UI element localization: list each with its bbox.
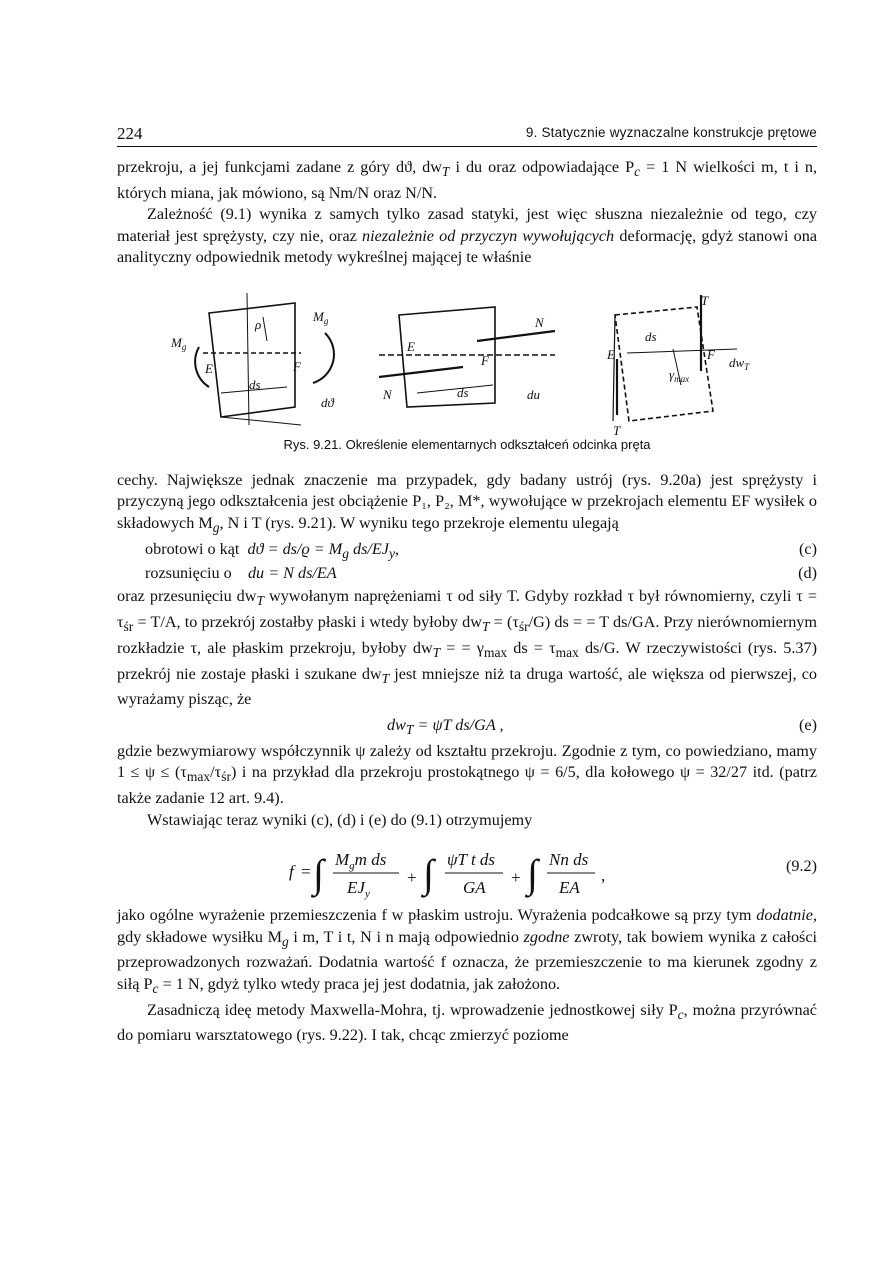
axial-force-arrow-right <box>477 331 555 341</box>
label-dtheta: dϑ <box>321 394 334 410</box>
label-f-2: F <box>481 352 489 368</box>
label-n-right: N <box>535 314 544 330</box>
label-t-bottom: T <box>613 422 621 435</box>
svg-text:EJy: $EJ_y$ <box>347 878 370 901</box>
equation-9-2-formula <box>117 835 677 905</box>
moment-arrow-right <box>313 333 334 383</box>
label-f-3: F <box>707 346 715 362</box>
paragraph-5: gdzie bezwymiarowy współczynnik ψ zależy od kształtu przekroju. Zgodnie z tym, co powiedziano, mamy $1 \le \psi \le (\tau_{max}/\tau_{śr})$ i na przykład dla przekroju prostokątnego ψ = 6/5, dla kołowego ψ = 32/27 itd. (patrz także zadanie 12 art. 9.4). <box>117 741 817 808</box>
label-ds-2: ds <box>457 384 469 400</box>
equation-d: rozsunięciu o du = N ds/EA (d) <box>145 564 817 583</box>
figure-9-21 <box>117 275 817 435</box>
equation-9-2-number: (9.2) <box>785 857 817 876</box>
svg-text:∫: ∫ <box>527 851 538 897</box>
element-rotated-outline <box>209 303 295 417</box>
svg-text:=: = <box>301 862 311 882</box>
label-ds-3: ds <box>645 328 657 344</box>
label-ds-1: ds <box>249 376 261 392</box>
svg-text:ψT t ds: ψT t ds <box>447 850 496 870</box>
svg-text:+: + <box>407 868 417 888</box>
equation-c-number: (c) <box>799 540 817 559</box>
label-mg-right: $M_g$ <box>313 308 329 326</box>
paragraph-4: oraz przesunięciu $dw_T$ wywołanym naprężeniami τ od siły T. Gdyby rozkład τ był równomierny, czyli $\tau = \tau_{śr} = T/A$, to przekrój zostałby płaski i wtedy byłoby $dw_T = (\tau_{śr}/G)$ ds = = T ds/GA. Przy nierównomiernym rozkładzie τ, ale płaskim przekroju, byłoby $dw_T$ = = $\gamma_{max}$ ds = $\tau_{max}$ ds/G. W rzeczywistości (rys. 5.37) przekrój nie zostaje płaski i szukane $dw_T$ jest mniejsze niż ta druga wartość, ale większa od pierwszej, co wyrażamy pisząc, że <box>117 587 818 709</box>
equation-c: obrotowi o kąt $dϑ = ds/ϱ = M_g$ $ds/EJ_y$, (c) <box>145 540 817 562</box>
equation-e: $dw_T = \psi T$ ds/GA , (e) <box>387 715 817 738</box>
paragraph-8: Zasadniczą ideę metody Maxwella-Mohra, tj. wprowadzenie jednostkowej siły $P_c$, można przyrównać do pomiaru warsztatowego (rys. 9.22). I tak, chcąc zmierzyć poziome <box>117 1000 817 1045</box>
label-e-1: E <box>205 360 213 376</box>
book-page <box>117 118 817 1047</box>
label-dwt: $dw_T$ <box>729 354 750 372</box>
element-shear-outline <box>615 307 713 421</box>
paragraph-3: cechy. Największe jednak znaczenie ma przypadek, gdy badany ustrój (rys. 9.20a) jest sprężysty i przyczyną jego odkształcenia jest obciążenie P₁, P₂, M*, wywołujące w przekrojach elementu EF wysiłek o składowych $M_g$, N i T (rys. 9.21). W wyniku tego przekroje elementu ulegają <box>117 470 817 535</box>
svg-text:Mgm ds: $M_gm$ ds <box>335 850 387 873</box>
page-number: 224 <box>117 124 143 143</box>
svg-text:Nn ds: Nn ds <box>549 850 589 870</box>
svg-text:EA: EA <box>559 878 580 898</box>
label-n-left: N <box>383 386 392 402</box>
equation-e-number: (e) <box>799 715 817 734</box>
paragraph-6: Wstawiając teraz wyniki (c), (d) i (e) do (9.1) otrzymujemy <box>147 810 533 829</box>
label-e-3: E <box>607 346 615 362</box>
label-mg-left: $M_g$ <box>171 334 187 352</box>
figure-caption: Rys. 9.21. Określenie elementarnych odkształceń odcinka pręta <box>283 436 651 452</box>
label-du: du <box>527 386 540 402</box>
svg-text:,: , <box>601 866 606 886</box>
label-gamma-max: $\gamma_{max}$ <box>669 366 690 384</box>
equation-d-number: (d) <box>798 564 817 583</box>
svg-text:GA: GA <box>463 878 486 898</box>
label-f-1: F <box>293 358 301 374</box>
paragraph-2: Zależność (9.1) wynika z samych tylko zasad statyki, jest więc słuszna niezależnie od tego, czy materiał jest sprężysty, czy nie, oraz niezależnie od przyczyn wywołujących deformację, gdyż stanowi ona analityczny odpowiednik metody wykreślnej mającej te właśnie <box>117 205 818 267</box>
svg-text:f: f <box>289 862 294 882</box>
svg-text:+: + <box>511 868 521 888</box>
element-deformation-diagram <box>117 275 817 435</box>
svg-text:∫: ∫ <box>423 851 434 897</box>
running-title: 9. Statycznie wyznaczalne konstrukcje prętowe <box>525 125 817 140</box>
axial-force-arrow-left <box>379 367 463 377</box>
label-rho: ρ <box>255 316 262 332</box>
running-header <box>117 118 817 147</box>
paragraph-1: przekroju, a jej funkcjami zadane z góry dϑ, $dw_T$ i du oraz odpowiadające $P_c = 1$ N wielkości m, t i n, których miana, jak mówiono, są Nm/N oraz N/N. <box>117 158 817 202</box>
label-t-top: T <box>701 292 709 308</box>
svg-text:∫: ∫ <box>313 851 324 897</box>
equation-9-2 <box>117 835 817 905</box>
paragraph-7: jako ogólne wyrażenie przemieszczenia f w płaskim ustroju. Wyrażenia podcałkowe są przy tym dodatnie, gdy składowe wysiłku $M_g$ i m, T i t, N i n mają odpowiednio zgodne zwroty, tak bowiem wynika z całości przeprowadzonych rozważań. Dodatnia wartość f oznacza, że przemieszczenie to ma kierunek zgodny z siłą $P_c = 1$ N, gdyż tylko wtedy praca jej jest dodatnia, jak założono. <box>117 906 818 997</box>
label-e-2: E <box>407 338 415 354</box>
